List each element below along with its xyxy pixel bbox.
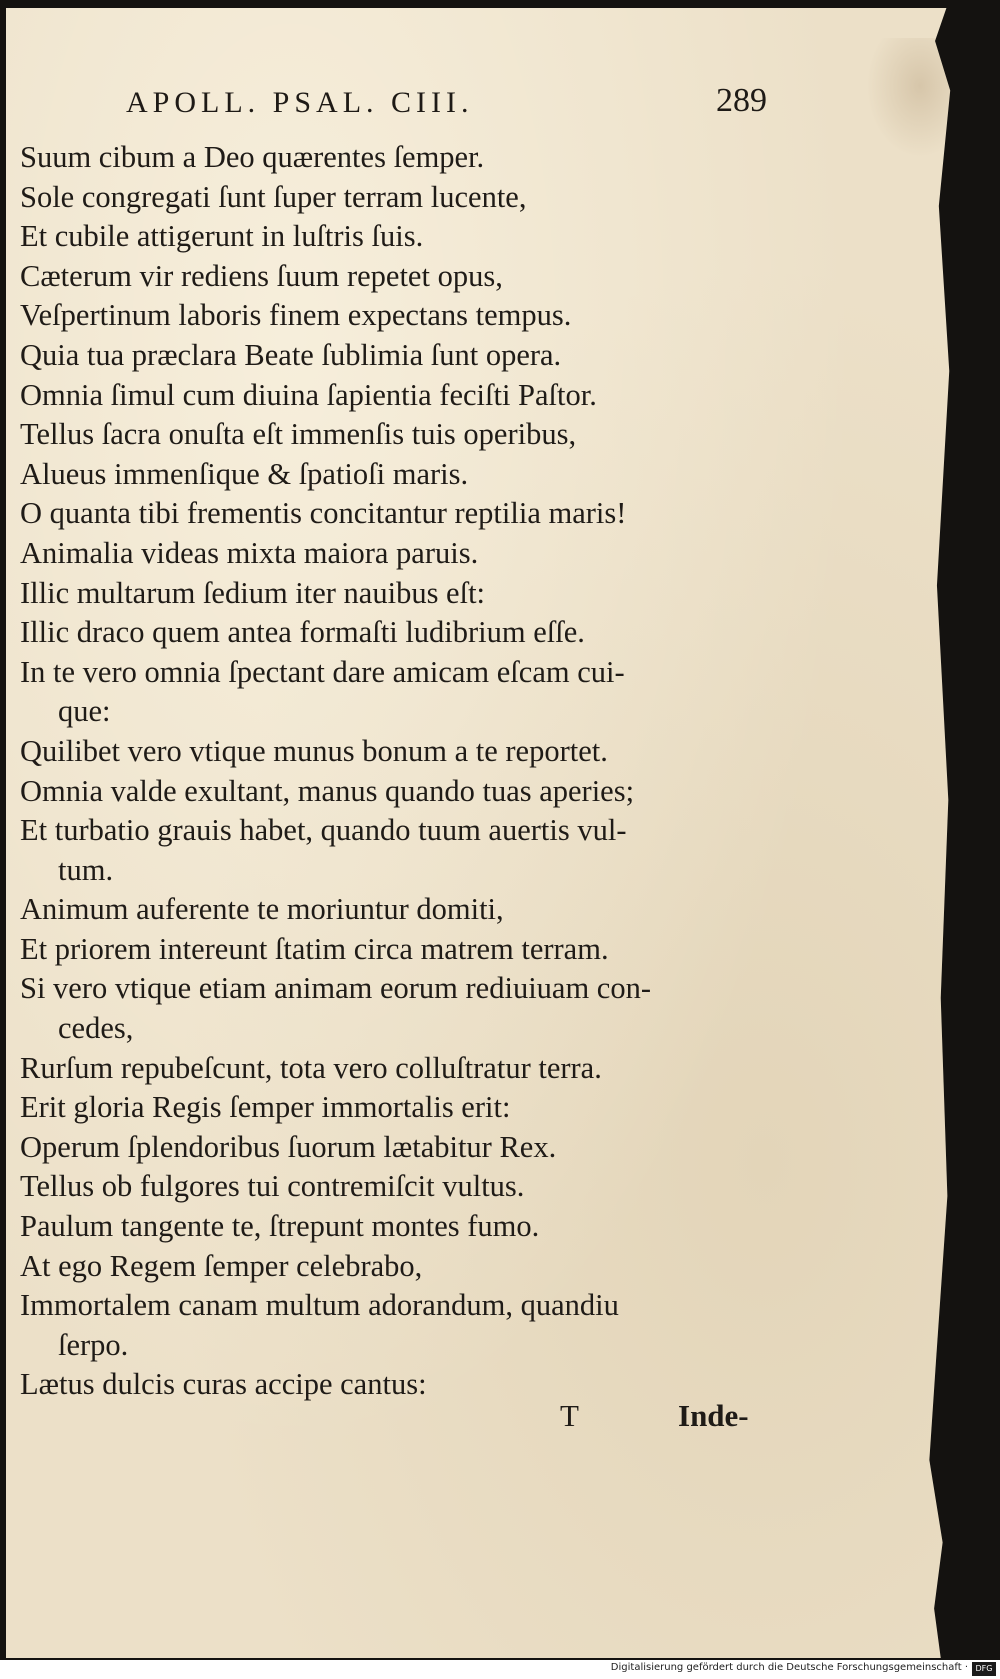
text-line: Tellus ſacra onuſta eſt immenſis tuis operibus, [20,417,577,452]
text-line: ſerpo. [58,1327,129,1362]
text-line: Et turbatio grauis habet, quando tuum auertis vul- [20,813,627,848]
funding-credit: Digitalisierung gefördert durch die Deutsche Forschungsgemeinschaft · [610,1662,968,1673]
text-line: Suum cibum a Deo quærentes ſemper. [20,140,485,174]
text-line: Veſpertinum laboris finem expectans tempus. [20,298,572,333]
text-line: Lætus dulcis curas accipe cantus: [20,1367,427,1402]
text-line: Alueus immenſique & ſpatioſi maris. [20,456,469,491]
catchword: Inde- [678,1398,749,1433]
text-line: Illic draco quem antea formaſti ludibrium eſſe. [20,615,585,650]
text-line: Omnia valde exultant, manus quando tuas aperies; [20,773,635,808]
text-line: Illic multarum ſedium iter nauibus eſt: [20,575,486,610]
text-line: Cæterum vir rediens ſuum repetet opus, [20,258,503,293]
psalm-text [20,138,800,1405]
text-line: Et cubile attigerunt in luſtris ſuis. [20,219,424,254]
text-line: Et priorem intereunt ſtatim circa matrem terram. [20,931,609,966]
text-line: Immortalem canam multum adorandum, quandiu [20,1288,619,1323]
text-line: O quanta tibi frementis concitantur reptilia maris! [20,496,627,531]
text-line: cedes, [58,1011,134,1046]
text-line: Omnia ſimul cum diuina ſapientia feciſti Paſtor. [20,377,597,412]
text-line: Quia tua præclara Beate ſublimia ſunt opera. [20,337,562,372]
page-foot [560,1398,780,1442]
page-header [120,82,780,132]
running-head: APOLL. PSAL. CIII. [126,86,474,119]
text-line: Sole congregati ſunt ſuper terram lucente, [20,179,527,214]
text-line: Animalia videas mixta maiora paruis. [20,535,479,570]
page-number: 289 [716,82,767,119]
text-line: Si vero vtique etiam animam eorum rediuiuam con- [20,971,651,1006]
signature-mark: T [560,1398,579,1433]
text-line: At ego Regem ſemper celebrabo, [20,1248,423,1283]
text-line: Operum ſplendoribus ſuorum lætabitur Rex. [20,1129,557,1164]
text-line: Erit gloria Regis ſemper immortalis erit: [20,1090,511,1125]
text-line: Paulum tangente te, ſtrepunt montes fumo. [20,1209,540,1244]
text-line: Rurſum repubeſcunt, tota vero colluſtratur terra. [20,1050,602,1085]
text-line: In te vero omnia ſpectant dare amicam eſcam cui- [20,654,625,689]
text-line: tum. [58,852,114,887]
text-line: Animum auferente te moriuntur domiti, [20,892,504,927]
digitization-footer [0,1660,1000,1679]
dfg-logo: DFG [972,1662,996,1676]
text-line: Quilibet vero vtique munus bonum a te reportet. [20,733,608,768]
text-line: Tellus ob fulgores tui contremiſcit vultus. [20,1169,525,1204]
text-line: que: [58,694,111,729]
